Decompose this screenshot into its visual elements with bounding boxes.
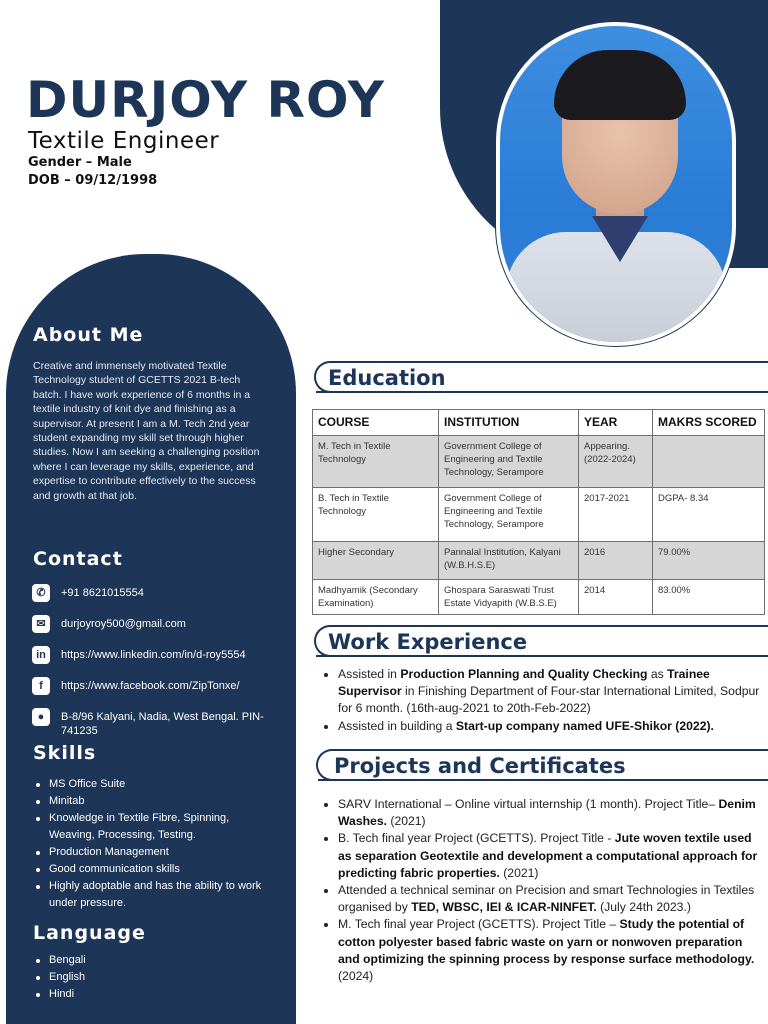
table-cell: M. Tech in Textile Technology (313, 436, 439, 488)
body-text: in Finishing Department of Four-star International Limited, Sodpur for 6 month. (16th-aug-2021 to 20th-Feb-2022) (338, 684, 760, 716)
emphasis-text: Denim Washes. (338, 797, 756, 829)
table-cell: Ghospara Saraswati Trust Estate Vidyapith (W.B.S.E) (439, 580, 579, 615)
education-section-header (314, 361, 768, 393)
table-cell: Madhyamik (Secondary Examination) (313, 580, 439, 615)
education-table (312, 409, 765, 615)
body-text: Attended a technical seminar on Precision and smart Technologies in Textiles organised by (338, 883, 755, 915)
body-text: (July 24th 2023.) (596, 900, 691, 915)
table-cell: Higher Secondary (313, 542, 439, 580)
education-heading: Education (328, 366, 446, 390)
list-item (322, 796, 760, 830)
table-row (313, 580, 765, 615)
table-row (313, 436, 765, 488)
linkedin-icon: in (32, 646, 50, 664)
table-cell (653, 436, 765, 488)
body-text: Assisted in (338, 667, 401, 681)
table-cell: DGPA- 8.34 (653, 488, 765, 542)
body-text: (2021) (387, 814, 426, 829)
table-cell: Government College of Engineering and Textile Technology, Serampore (439, 436, 579, 488)
list-item: Good communication skills (33, 861, 273, 878)
table-cell: 83.00% (653, 580, 765, 615)
emphasis-text: Jute woven textile used as separation Geotextile and development a computational approach for predicting fabric properties. (338, 831, 758, 880)
education-header-row (313, 410, 765, 436)
contact-heading: Contact (33, 548, 123, 570)
list-item (322, 666, 760, 718)
language-list (33, 952, 273, 1003)
list-item: Production Management (33, 844, 273, 861)
projects-heading: Projects and Certificates (334, 754, 626, 778)
projects-list (322, 796, 760, 985)
body-text: M. Tech final year Project (GCETTS). Project Title – (338, 917, 620, 932)
emphasis-text: Start-up company named UFE-Shikor (2022). (455, 718, 714, 733)
col-institution: INSTITUTION (439, 410, 579, 436)
projects-section-header (316, 749, 768, 781)
skills-list (33, 776, 273, 912)
list-item (322, 916, 760, 985)
table-cell: Government College of Engineering and Textile Technology, Serampore (439, 488, 579, 542)
emphasis-text: Trainee Supervisor (338, 667, 710, 699)
contact-item (32, 615, 290, 633)
phone-icon: ✆ (32, 584, 50, 602)
col-course: COURSE (313, 410, 439, 436)
job-title: Textile Engineer (28, 128, 220, 154)
location-icon: ● (32, 708, 50, 726)
contact-text: durjoyroy500@gmail.com (61, 618, 186, 630)
list-item: Hindi (33, 986, 273, 1003)
table-cell: B. Tech in Textile Technology (313, 488, 439, 542)
candidate-name: DURJOY ROY (26, 71, 385, 129)
table-cell: 2017-2021 (579, 488, 653, 542)
gender-line: Gender – Male (28, 155, 132, 170)
emphasis-text: TED, WBSC, IEI & ICAR-NINFET. (411, 900, 597, 915)
contact-item (32, 646, 290, 664)
body-text: as (647, 667, 668, 681)
contact-text: https://www.facebook.com/ZipTonxe/ (61, 680, 240, 692)
body-text: SARV International – Online virtual internship (1 month). Project Title– (338, 797, 719, 811)
dob-line: DOB – 09/12/1998 (28, 173, 158, 188)
contact-item (32, 677, 290, 695)
about-text: Creative and immensely motivated Textile Technology student of GCETTS 2021 B-tech batch. I have work experience of 6 months in a textile industry of knit dye and finishing as a supervisor. At present I am a M. Tech 2nd year student expanding my skill set through higher studies. Now I am seeking a challenging position where I can leverage my skills, experience, and expertise to contribute effectively to the success and growth at that job. (33, 360, 260, 502)
emphasis-text: Study the potential of cotton polyester based fabric waste on yarn or nonwoven preparation and optimizing the spinning process by response surface methodology. (338, 917, 755, 966)
col-year: YEAR (579, 410, 653, 436)
profile-photo (496, 22, 736, 346)
work-heading: Work Experience (328, 630, 528, 654)
list-item: Minitab (33, 793, 273, 810)
body-text: (2021) (499, 865, 539, 880)
table-cell: 2014 (579, 580, 653, 615)
list-item: Highly adoptable and has the ability to work under pressure. (33, 878, 273, 912)
emphasis-text: Production Planning and Quality Checking (400, 667, 648, 681)
facebook-icon: f (32, 677, 50, 695)
contact-text: https://www.linkedin.com/in/d-roy5554 (61, 649, 246, 661)
contact-item (32, 708, 290, 738)
col-marks: MAKRS SCORED (653, 410, 765, 436)
skills-heading: Skills (33, 742, 97, 764)
list-item (322, 718, 760, 735)
list-item: English (33, 969, 273, 986)
contact-text: B-8/96 Kalyani, Nadia, West Bengal. PIN-741235 (61, 711, 264, 737)
email-icon: ✉ (32, 615, 50, 633)
table-cell: Appearing. (2022-2024) (579, 436, 653, 488)
body-text: Assisted in building a (338, 718, 456, 733)
sidebar (6, 254, 296, 1024)
work-list (322, 666, 760, 735)
body-text: (2024) (338, 969, 374, 984)
list-item: Knowledge in Textile Fibre, Spinning, Weaving, Processing, Testing. (33, 810, 273, 844)
list-item (322, 830, 760, 882)
table-cell: 79.00% (653, 542, 765, 580)
contact-text: +91 8621015554 (61, 587, 144, 599)
list-item: Bengali (33, 952, 273, 969)
about-heading: About Me (33, 324, 144, 346)
table-cell: 2016 (579, 542, 653, 580)
contact-list (32, 584, 290, 751)
language-heading: Language (33, 922, 146, 944)
table-cell: Pannalal Institution, Kalyani (W.B.H.S.E) (439, 542, 579, 580)
name-block (26, 70, 385, 190)
table-row (313, 542, 765, 580)
contact-item (32, 584, 290, 602)
list-item (322, 882, 760, 916)
body-text: B. Tech final year Project (GCETTS). Project Title - (338, 831, 615, 846)
work-section-header (314, 625, 768, 657)
table-row (313, 488, 765, 542)
list-item: MS Office Suite (33, 776, 273, 793)
